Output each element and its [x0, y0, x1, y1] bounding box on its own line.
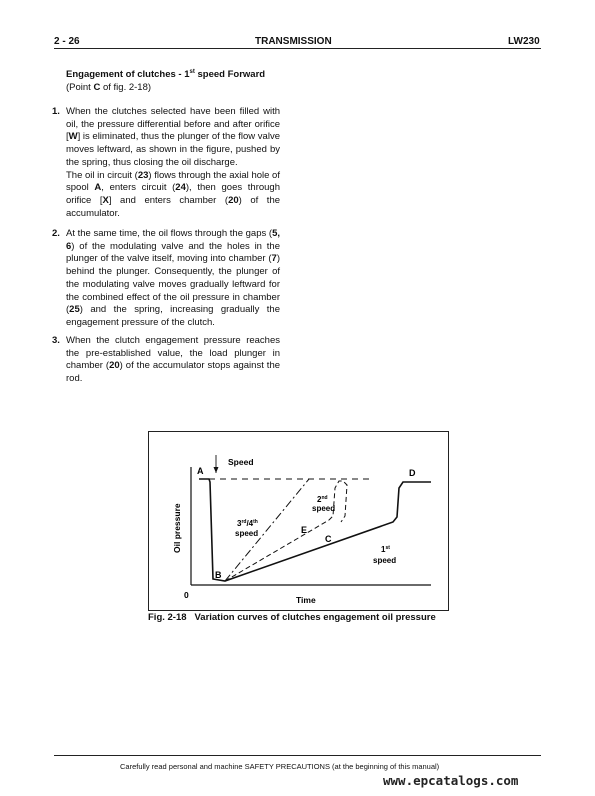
section-subtitle: (Point C of fig. 2-18): [66, 82, 152, 93]
watermark: www.epcatalogs.com: [383, 773, 519, 788]
speed-arrow-head: [214, 467, 219, 473]
pressure-curve-diagram: [149, 432, 448, 610]
figure-caption: Fig. 2-18 Variation curves of clutches engagement oil pressure: [148, 612, 436, 623]
point-d-label: D: [409, 468, 416, 478]
point-a-label: A: [197, 466, 204, 476]
point-b-label: B: [215, 570, 222, 580]
paragraph-2: 2. At the same time, the oil flows through the gaps (5, 6) of the modulating valve and the holes in the plunger of the valve itself, moving into chamber (7) behind the plunger. Consequently, the plunger of the modulating valve moves gradually leftward for the combined effect of the oil pressure in chamber (25) and the spring, increasing gradually the engagement pressure of the clutch.: [52, 228, 280, 328]
first-label: 1st: [381, 545, 390, 554]
third-fourth-label: 3rd/4th: [237, 519, 258, 528]
header-rule: [54, 48, 541, 49]
footer-text: Carefully read personal and machine SAFETY PRECAUTIONS (at the beginning of this manual): [120, 762, 440, 771]
model-name: LW230: [508, 36, 540, 47]
first-speed-word: speed: [373, 556, 397, 565]
x-axis-label: Time: [296, 595, 316, 605]
origin-label: 0: [184, 590, 189, 600]
speed-label: Speed: [228, 457, 254, 467]
point-c-label: C: [325, 534, 332, 544]
paragraph-1: 1. When the clutches selected have been filled with oil, the pressure differential before and after orifice [W] is eliminated, thus the plunger of the flow valve moves leftward, as shown in the figure, pushed by the spring, thus closing the oil discharge. The oil in circuit (23) flows through the axial hole of spool A, enters circuit (24), then goes through orifice [X] and enters chamber (20) of the accumulator.: [52, 106, 281, 219]
first-speed-curve: [199, 479, 431, 581]
second-speed-word: speed: [312, 504, 336, 513]
figure-frame: [148, 431, 449, 611]
footer-rule: [54, 755, 541, 756]
point-e-label: E: [301, 525, 308, 535]
section-title: Engagement of clutches - 1st speed Forward: [66, 69, 266, 81]
y-axis-label: Oil pressure: [172, 503, 182, 553]
page-number: 2 - 26: [54, 36, 80, 47]
paragraph-3: 3. When the clutch engagement pressure reaches the pre-established value, the load plunger in chamber (20) of the accumulator stops against the rod.: [52, 335, 281, 385]
second-label: 2nd: [317, 495, 328, 504]
chapter-title: TRANSMISSION: [255, 36, 332, 47]
third-fourth-speed-word: speed: [235, 529, 259, 538]
